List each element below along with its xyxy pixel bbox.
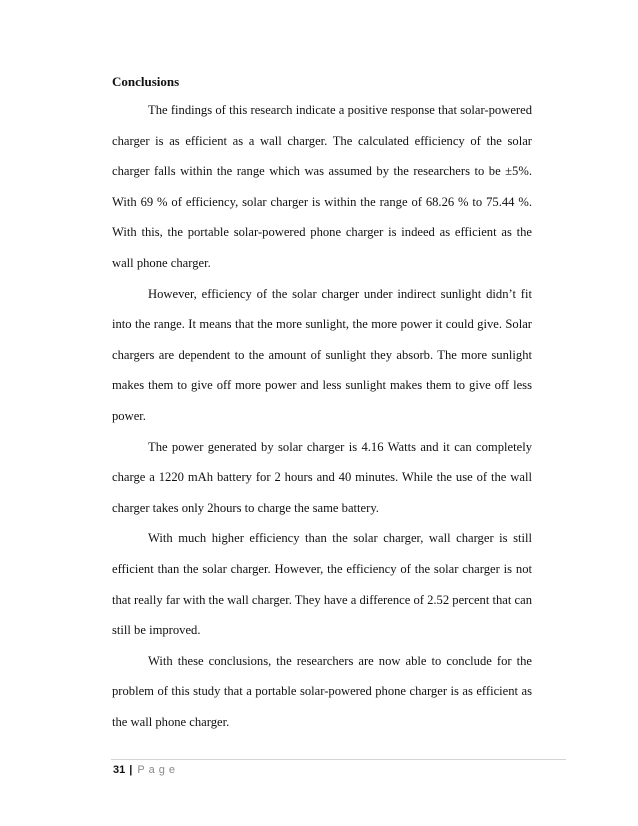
body-text <box>112 95 532 737</box>
section-heading: Conclusions <box>112 74 180 89</box>
page-label: Page <box>137 764 180 776</box>
page-number: 31 <box>113 764 126 776</box>
footer-divider <box>111 759 566 760</box>
paragraph: However, efficiency of the solar charger under indirect sunlight didn’t fit into the range. It means that the more sunlight, the more power it could give. Solar chargers are dependent to the amount of sunlight they absorb. The more sunlight makes them to give off more power and less sunlight makes them to give off less power. <box>112 286 532 423</box>
paragraph: The findings of this research indicate a positive response that solar-powered charger is as efficient as a wall charger. The calculated efficiency of the solar charger falls within the range which was assumed by the researchers to be ±5%. With 69 % of efficiency, solar charger is within the range of 68.26 % to 75.44 %. With this, the portable solar-powered phone charger is indeed as efficient as the wall phone charger. <box>112 103 532 270</box>
paragraph: With these conclusions, the researchers are now able to conclude for the problem of this study that a portable solar-powered phone charger is as efficient as the wall phone charger. <box>112 653 532 729</box>
paragraph: The power generated by solar charger is 4.16 Watts and it can completely charge a 1220 mAh battery for 2 hours and 40 minutes. While the use of the wall charger takes only 2hours to charge the same battery. <box>112 439 532 515</box>
paragraph: With much higher efficiency than the solar charger, wall charger is still efficient than the solar charger. However, the efficiency of the solar charger is not that really far with the wall charger. They have a difference of 2.52 percent that can still be improved. <box>112 531 532 638</box>
page-footer <box>113 763 179 777</box>
footer-separator: | <box>129 764 133 776</box>
